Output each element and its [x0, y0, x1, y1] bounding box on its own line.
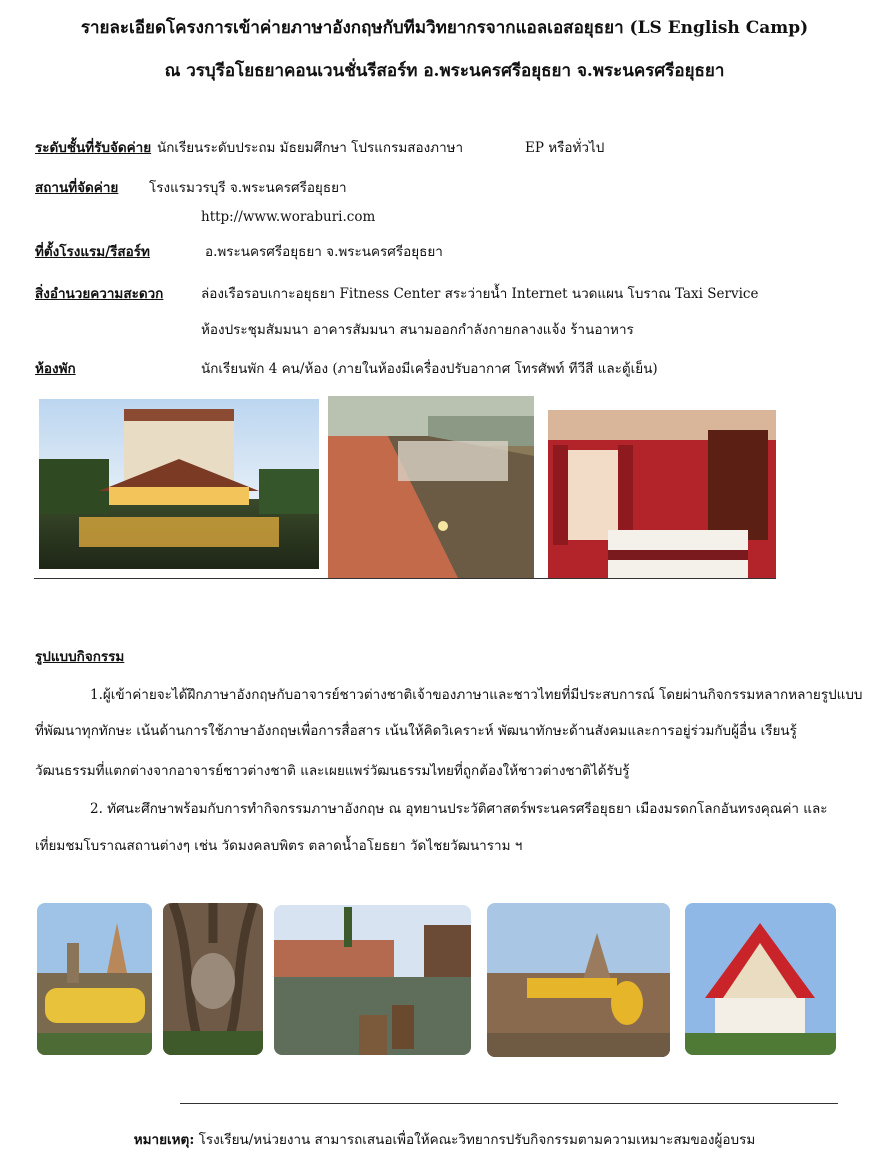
level-label: ระดับชั้นที่รับจัดค่าย [35, 140, 152, 156]
level-extra: EP หรือทั่วไป [525, 140, 605, 156]
facilities-line1: ล่องเรือรอบเกาะอยุธยา Fitness Center สระว่ายน้ำ Internet นวดแผน โบราณ Taxi Service [201, 286, 759, 302]
facilities-line2: ห้องประชุมสัมมนา อาคารสัมมนา สนามออกกำลังกายกลางแจ้ง ร้านอาหาร [201, 322, 634, 338]
venue-url-link[interactable]: http://www.woraburi.com [201, 209, 376, 225]
floating-market-photo [274, 905, 471, 1055]
page-title: รายละเอียดโครงการเข้าค่ายภาษาอังกฤษกับทีมวิทยากรจากแอลเอสอยุธยา (LS English Camp) [80, 18, 809, 38]
footer-note [0, 1128, 889, 1150]
rooms-value: นักเรียนพัก 4 คน/ห้อง (ภายในห้องมีเครื่องปรับอากาศ โทรศัพท์ ทีวีสี และตู้เย็น) [201, 361, 658, 377]
location-label: ที่ตั้งโรงแรม/รีสอร์ท [35, 244, 150, 260]
reclining-buddha-photo [37, 903, 152, 1055]
activity-2-line-2: เที่ยมชมโบราณสถานต่างๆ เช่น วัดมงคลบพิตร ตลาดน้ำอโยธยา วัดไชยวัฒนาราม ฯ [35, 838, 523, 854]
note-text: โรงเรียน/หน่วยงาน สามารถเสนอเพื่อให้คณะวิทยากรปรับกิจกรรมตามความเหมาะสมของผู้อบรม [194, 1132, 756, 1148]
activities-heading: รูปแบบกิจกรรม [35, 649, 125, 665]
riverside-dining-photo [328, 396, 534, 578]
photo-divider-top [34, 578, 776, 579]
rooms-label: ห้องพัก [35, 361, 76, 377]
note-label: หมายเหตุ: [133, 1132, 195, 1148]
venue-value: โรงแรมวรบุรี จ.พระนครศรีอยุธยา [149, 180, 347, 196]
hotel-photo [39, 399, 319, 569]
location-value: อ.พระนครศรีอยุธยา จ.พระนครศรีอยุธยา [205, 244, 443, 260]
temple-photo [685, 903, 836, 1055]
hotel-room-photo [548, 410, 776, 578]
photo-divider-bottom [180, 1103, 838, 1104]
activity-1-line-3: วัฒนธรรมที่แตกต่างจากอาจารย์ชาวต่างชาติ และเผยแพร่วัฒนธรรมไทยที่ถูกต้องให้ชาวต่างชาติได้รับรู้ [35, 763, 630, 779]
venue-label: สถานที่จัดค่าย [35, 180, 119, 196]
page-subtitle: ณ วรบุรีอโยธยาคอนเวนชั่นรีสอร์ท อ.พระนครศรีอยุธยา จ.พระนครศรีอยุธยา [164, 61, 725, 81]
facilities-label: สิ่งอำนวยความสะดวก [35, 286, 164, 302]
buddha-head-tree-photo [163, 903, 263, 1055]
buddha-row-photo [487, 903, 670, 1057]
activity-1-line-1: 1.ผู้เข้าค่ายจะได้ฝึกภาษาอังกฤษกับอาจารย์ชาวต่างชาติเจ้าของภาษาและชาวไทยที่มีประสบการณ์ โดยผ่านกิจกรรมหลากหลายรูปแบบ [90, 687, 863, 703]
activity-1-line-2: ที่พัฒนาทุกทักษะ เน้นด้านการใช้ภาษาอังกฤษเพื่อการสื่อสาร เน้นให้คิดวิเคราะห์ พัฒนาทักษะด้านสังคมและการอยู่ร่วมกับผู้อื่น เรียนรู้ [35, 723, 797, 739]
activity-2-line-1: 2. ทัศนะศึกษาพร้อมกับการทำกิจกรรมภาษาอังกฤษ ณ อุทยานประวัติศาสตร์พระนครศรีอยุธยา เมืองมรดกโลกอันทรงคุณค่า และ [90, 801, 828, 817]
level-value: นักเรียนระดับประถม มัธยมศึกษา โปรแกรมสองภาษา [157, 140, 464, 156]
